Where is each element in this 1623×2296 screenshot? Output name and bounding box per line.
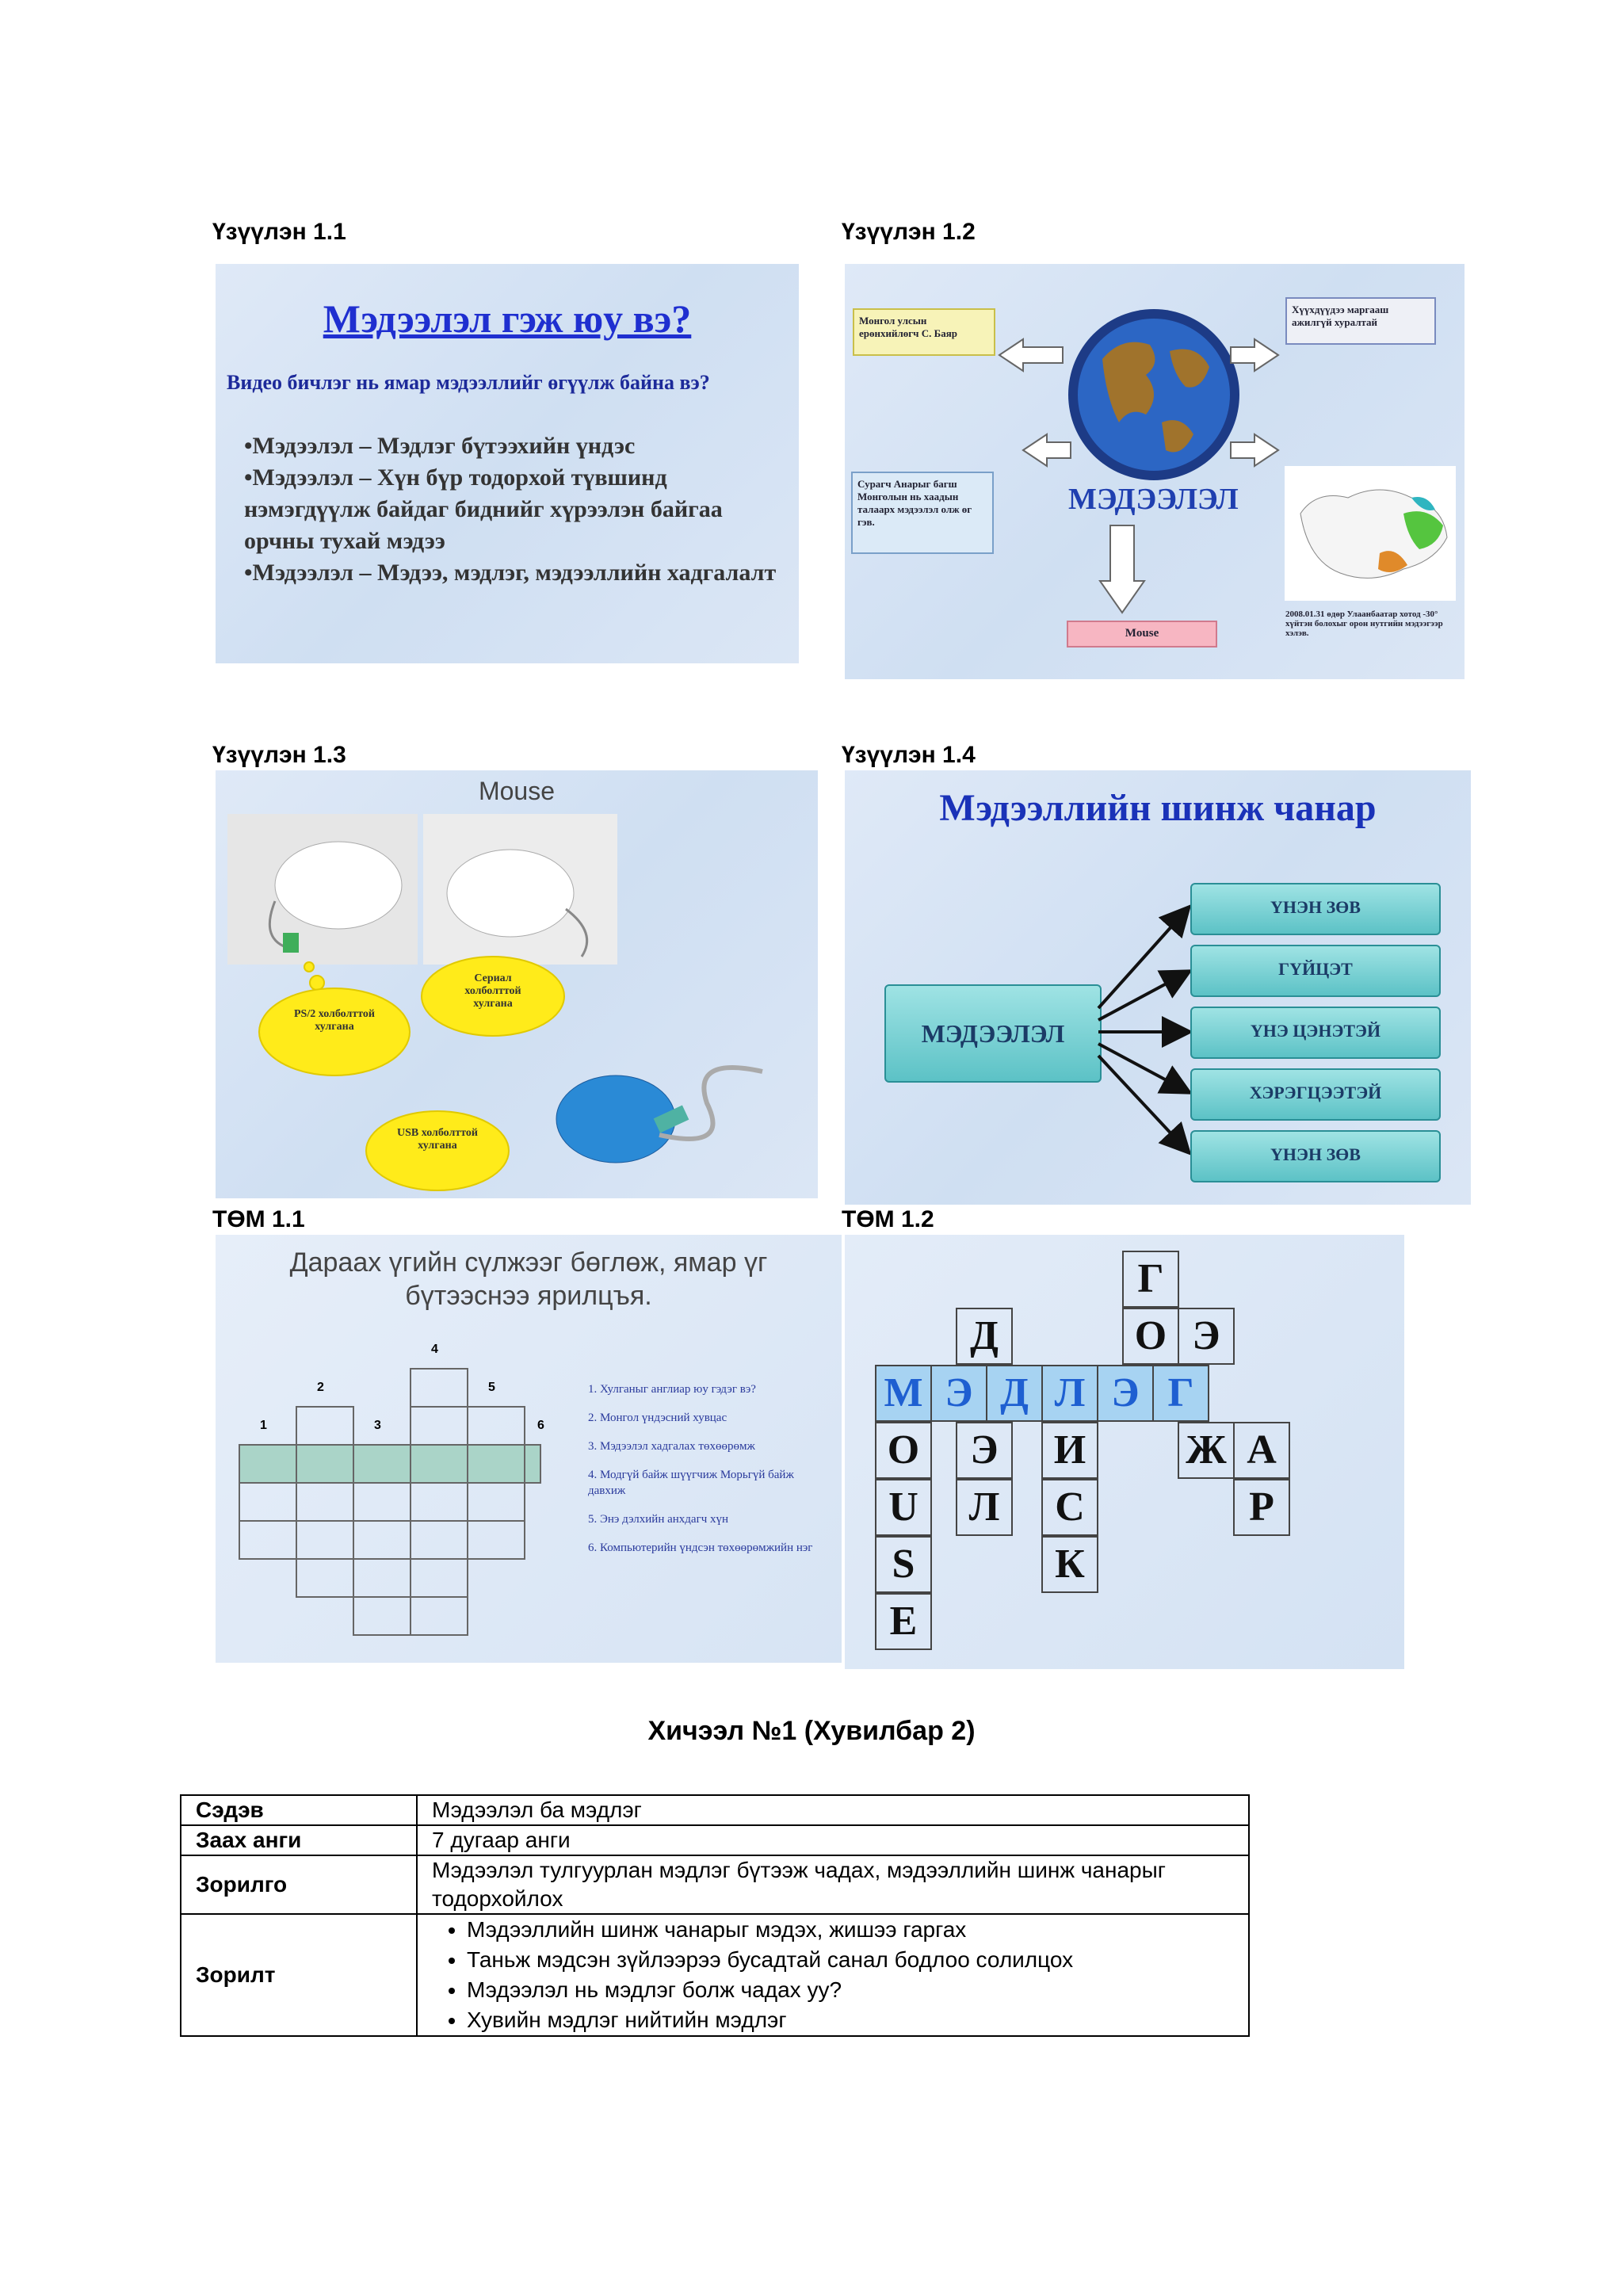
- arrow-right-down: [1227, 430, 1282, 470]
- crossword-cell: E: [875, 1593, 932, 1650]
- crossword-cell: Р: [1233, 1479, 1290, 1536]
- slide-title: Mouse: [478, 777, 556, 805]
- slide-title: Мэдээлэл гэж юу вэ?: [323, 296, 692, 341]
- crossword-cell: О: [875, 1422, 932, 1479]
- crossword-cell: Л: [956, 1479, 1013, 1536]
- table-row: [181, 1914, 1249, 2036]
- crossword-cell: О: [1122, 1308, 1179, 1365]
- row-value: 7 дугаар анги: [417, 1825, 1249, 1855]
- slide-1-2: [845, 264, 1465, 679]
- bubble-usb: USB холболттой хулгана: [397, 1127, 478, 1152]
- lesson-table: [180, 1794, 1250, 2037]
- crossword-cell: А: [1233, 1422, 1290, 1479]
- row-key: Зорилго: [181, 1855, 417, 1914]
- clue-number: 1: [260, 1419, 267, 1432]
- clue-number: 4: [431, 1343, 438, 1356]
- arrow-down: [1098, 521, 1146, 617]
- info-box-student: Сурагч Анарыг багш Монголын нь хаадын талаарх мэдээлэл олж өг гэв.: [851, 472, 994, 554]
- tom-1-2: [845, 1235, 1404, 1669]
- bullet-item: •Мэдээлэл – Мэдлэг бүтээхийн үндэс: [244, 433, 636, 459]
- row-key: Заах анги: [181, 1825, 417, 1855]
- arrow-left-up: [995, 335, 1067, 375]
- bullet-item: •Мэдээлэл – Мэдээ, мэдлэг, мэдээллийн хадгалалт: [244, 560, 777, 586]
- crossword-cell: U: [875, 1479, 932, 1536]
- crossword-cell-highlight: Э: [1097, 1365, 1154, 1422]
- slide-1-3: [216, 770, 818, 1198]
- clue-item: 2. Монгол үндэсний хувцас: [588, 1412, 727, 1424]
- map-caption: 2008.01.31 өдөр Улаанбаатар хотод -30° хүйтэн болохыг орон нутгийн мэдээгээр хэлэв.: [1285, 609, 1443, 638]
- slide-1-1: [216, 264, 799, 663]
- exhibit-label-1-4: Үзүүлэн 1.4: [842, 742, 976, 768]
- crossword-cell-highlight: Э: [930, 1365, 987, 1422]
- table-row: [181, 1825, 1249, 1855]
- clue-list: [588, 1381, 834, 1556]
- row-value: Мэдээлэл ба мэдлэг: [417, 1795, 1249, 1825]
- clue-number: 2: [317, 1381, 324, 1394]
- crossword-cell: Э: [1178, 1308, 1235, 1365]
- crossword-cell: Д: [956, 1308, 1013, 1365]
- row-value: Мэдээлэл тулгуурлан мэдлэг бүтээж чадах, мэдээллийн шинж чанарыг тодорхойлох: [417, 1855, 1249, 1914]
- crossword-cell-highlight: Г: [1152, 1365, 1209, 1422]
- crossword-grid: [216, 1235, 580, 1663]
- exhibit-label-1-1: Үзүүлэн 1.1: [212, 219, 346, 245]
- crossword-cell-highlight: Л: [1041, 1365, 1098, 1422]
- crossword-cell: Э: [956, 1422, 1013, 1479]
- slide-subtitle: Видео бичлэг нь ямар мэдээллийг өгүүлж байна вэ?: [227, 371, 710, 394]
- arrow-right-up: [1227, 335, 1282, 375]
- row-value: [417, 1914, 1249, 2036]
- row-key: Зорилт: [181, 1914, 417, 2036]
- crossword-cell: Ж: [1178, 1422, 1235, 1479]
- info-box-children: Хүүхдүүдээ маргааш ажилгүй хуралтай: [1285, 297, 1436, 345]
- crossword-cell: Г: [1122, 1251, 1179, 1308]
- arrow-left-down: [1019, 430, 1075, 470]
- tom-1-1: [216, 1235, 842, 1663]
- clue-item: 3. Мэдээлэл хадгалах төхөөрөмж: [588, 1440, 755, 1453]
- row-key: Сэдэв: [181, 1795, 417, 1825]
- crossword-cell-highlight: Д: [986, 1365, 1043, 1422]
- crossword-cell: К: [1041, 1536, 1098, 1593]
- crossword-cell: И: [1041, 1422, 1098, 1479]
- clue-item: 5. Энэ дэлхийн анхдагч хүн: [588, 1513, 729, 1526]
- exhibit-label-1-3: Үзүүлэн 1.3: [212, 742, 346, 768]
- lesson-heading: Хичээл №1 (Хувилбар 2): [647, 1716, 976, 1746]
- bubble-ps2: PS/2 холболттой хулгана: [294, 1008, 375, 1033]
- exhibit-label-1-2: Үзүүлэн 1.2: [842, 219, 976, 245]
- map-image: [1285, 466, 1456, 601]
- goal-item: • Мэдээллийн шинж чанарыг мэдэх, жишээ гаргах: [467, 1915, 1234, 1945]
- goal-item: • Хувийн мэдлэг нийтийн мэдлэг: [467, 2005, 1234, 2035]
- goal-item: • Таньж мэдсэн зүйлээрээ бусадтай санал бодлоо солилцох: [467, 1945, 1234, 1975]
- info-box-president: Монгол улсын ерөнхийлөгч С. Баяр: [853, 308, 995, 356]
- clue-item: 6. Компьютерийн үндсэн төхөөрөмжийн нэг: [588, 1541, 813, 1554]
- clue-number: 3: [374, 1419, 381, 1432]
- clue-number: 6: [537, 1419, 544, 1432]
- tom-label-1-1: ТӨМ 1.1: [212, 1206, 305, 1232]
- table-row: [181, 1795, 1249, 1825]
- tom-label-1-2: ТӨМ 1.2: [842, 1206, 934, 1232]
- crossword-cell-highlight: М: [875, 1365, 932, 1422]
- clue-number: 5: [488, 1381, 495, 1394]
- slide-title: Мэдээллийн шинж чанар: [939, 787, 1377, 829]
- center-box: МЭДЭЭЛЭЛ: [884, 984, 1102, 1083]
- property-box: ХЭРЭГЦЭЭТЭЙ: [1190, 1068, 1441, 1121]
- worksheet-title: Дараах үгийн сүлжээг бөглөж, ямар үг бүтээснээ ярилцъя.: [289, 1247, 768, 1311]
- bubble-serial: Сериал холболттой хулгана: [464, 972, 521, 1010]
- property-box: ГҮЙЦЭТ: [1190, 945, 1441, 997]
- goal-item: • Мэдээлэл нь мэдлэг болж чадах уу?: [467, 1975, 1234, 2005]
- globe-icon: [1043, 304, 1296, 502]
- table-row: [181, 1855, 1249, 1914]
- property-box: ҮНЭН ЗӨВ: [1190, 883, 1441, 935]
- property-box: ҮНЭ ЦЭНЭТЭЙ: [1190, 1007, 1441, 1059]
- clue-item: 4. Модгүй байж шүүгчиж Морьгүй байж давхиж: [588, 1469, 794, 1497]
- crossword-cell: С: [1041, 1479, 1098, 1536]
- mouse-box: Mouse: [1067, 621, 1217, 648]
- crossword-cell: S: [875, 1536, 932, 1593]
- bullet-item: •Мэдээлэл – Хүн бүр тодорхой түвшинд нэмэгдүүлж байдаг биднийг хүрээлэн байгаа орчны тухай мэдээ: [244, 464, 723, 554]
- property-box: ҮНЭН ЗӨВ: [1190, 1130, 1441, 1182]
- slide-1-4: [845, 770, 1471, 1205]
- center-label: МЭДЭЭЛЭЛ: [1068, 483, 1239, 516]
- clue-item: 1. Хулганыг англиар юу гэдэг вэ?: [588, 1383, 756, 1396]
